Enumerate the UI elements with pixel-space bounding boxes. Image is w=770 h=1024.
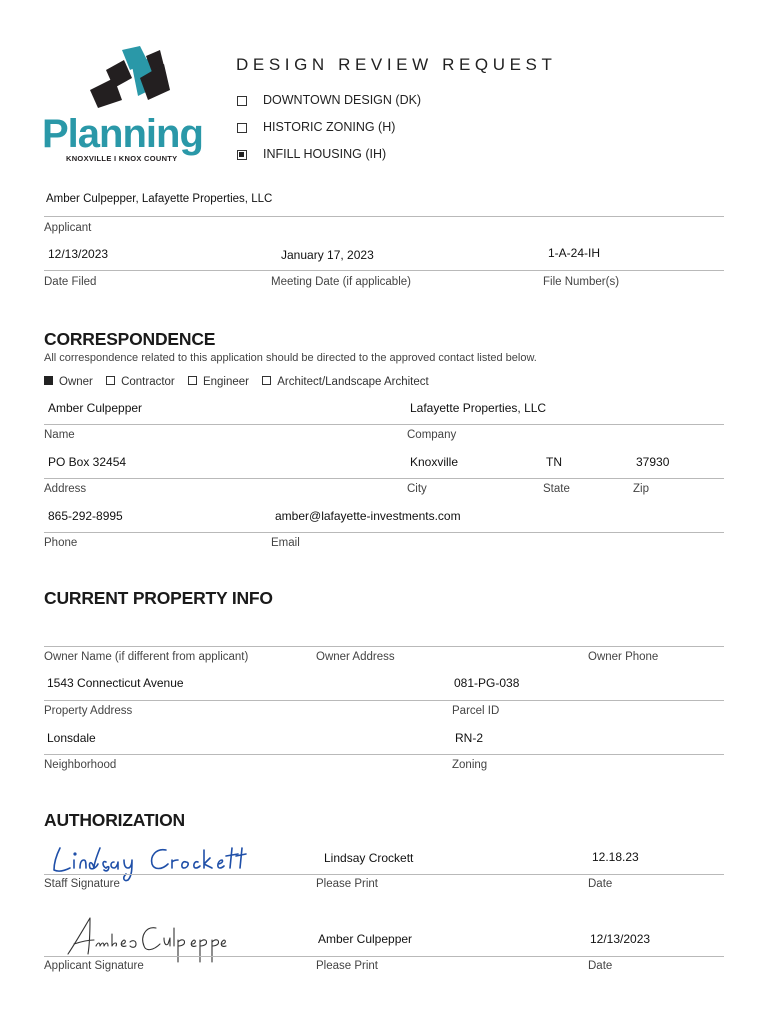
logo-wordmark: Planning (42, 112, 203, 156)
applicant-date-value: 12/13/2023 (590, 932, 651, 946)
role-architect[interactable]: Architect/Landscape Architect (262, 376, 429, 388)
divider (44, 646, 724, 647)
checkbox-icon[interactable] (188, 376, 197, 385)
logo-subtitle: KNOXVILLE I KNOX COUNTY (66, 154, 178, 163)
option-historic-zoning[interactable]: HISTORIC ZONING (H) (237, 120, 395, 134)
checkbox-icon[interactable] (237, 123, 247, 133)
neighborhood-value: Lonsdale (47, 731, 96, 745)
company-value: Lafayette Properties, LLC (410, 401, 547, 415)
applicant-print-label: Please Print (316, 960, 379, 972)
page-title: DESIGN REVIEW REQUEST (236, 55, 557, 74)
company-label: Company (407, 429, 457, 441)
section-heading-correspondence: CORRESPONDENCE (44, 329, 216, 349)
role-owner[interactable]: Owner (44, 376, 93, 388)
parcel-id-label: Parcel ID (452, 705, 500, 717)
owner-phone-label: Owner Phone (588, 651, 659, 663)
divider (44, 532, 724, 533)
address-label: Address (44, 483, 87, 495)
email-label: Email (271, 537, 300, 549)
staff-date-label: Date (588, 878, 613, 890)
applicant-signature-label: Applicant Signature (44, 960, 144, 972)
owner-name-label: Owner Name (if different from applicant) (44, 651, 249, 663)
option-downtown-design[interactable]: DOWNTOWN DESIGN (DK) (237, 93, 421, 107)
divider (44, 754, 724, 755)
staff-date-value: 12.18.23 (592, 850, 639, 864)
neighborhood-label: Neighborhood (44, 759, 117, 771)
state-value: TN (546, 455, 562, 469)
applicant-date-label: Date (588, 960, 613, 972)
divider (44, 478, 724, 479)
contact-name-value: Amber Culpepper (48, 401, 143, 415)
parcel-id-value: 081-PG-038 (454, 676, 520, 690)
property-address-label: Property Address (44, 705, 133, 717)
meeting-date-label: Meeting Date (if applicable) (271, 276, 411, 288)
date-filed-label: Date Filed (44, 276, 97, 288)
date-filed-value: 12/13/2023 (48, 247, 109, 261)
section-heading-authorization: AUTHORIZATION (44, 810, 185, 830)
role-engineer[interactable]: Engineer (188, 376, 249, 388)
divider (44, 956, 724, 957)
role-contractor[interactable]: Contractor (106, 376, 175, 388)
phone-value: 865-292-8995 (48, 509, 123, 523)
phone-label: Phone (44, 537, 78, 549)
divider (44, 874, 724, 875)
email-value: amber@lafayette-investments.com (275, 509, 461, 523)
address-value: PO Box 32454 (48, 455, 127, 469)
staff-print-value: Lindsay Crockett (324, 851, 414, 865)
planning-logo (40, 40, 210, 170)
divider (44, 216, 724, 217)
checked-checkbox-icon[interactable] (44, 376, 53, 385)
divider (44, 424, 724, 425)
checked-checkbox-icon[interactable] (237, 150, 247, 160)
zoning-label: Zoning (452, 759, 488, 771)
divider (44, 700, 724, 701)
option-infill-housing[interactable]: INFILL HOUSING (IH) (237, 147, 386, 161)
applicant-label: Applicant (44, 222, 92, 234)
zoning-value: RN-2 (455, 731, 484, 745)
staff-signature-label: Staff Signature (44, 878, 120, 890)
state-label: State (543, 483, 570, 495)
city-label: City (407, 483, 427, 495)
logo-mark-icon (40, 40, 210, 120)
contact-role-options (44, 376, 439, 388)
zip-value: 37930 (636, 455, 670, 469)
checkbox-icon[interactable] (262, 376, 271, 385)
correspondence-note: All correspondence related to this application should be directed to the approved contact listed below. (44, 352, 537, 364)
divider (44, 270, 724, 271)
checkbox-icon[interactable] (237, 96, 247, 106)
applicant-signature-image (60, 906, 230, 968)
city-value: Knoxville (410, 455, 459, 469)
zip-label: Zip (633, 483, 649, 495)
section-heading-property: CURRENT PROPERTY INFO (44, 588, 273, 608)
file-number-value: 1-A-24-IH (548, 246, 601, 260)
checkbox-icon[interactable] (106, 376, 115, 385)
owner-address-label: Owner Address (316, 651, 395, 663)
staff-print-label: Please Print (316, 878, 379, 890)
applicant-value: Amber Culpepper, Lafayette Properties, LLC (46, 193, 273, 205)
name-label: Name (44, 429, 75, 441)
file-number-label: File Number(s) (543, 276, 620, 288)
meeting-date-value: January 17, 2023 (281, 248, 374, 262)
property-address-value: 1543 Connecticut Avenue (47, 676, 184, 690)
applicant-print-value: Amber Culpepper (318, 932, 413, 946)
